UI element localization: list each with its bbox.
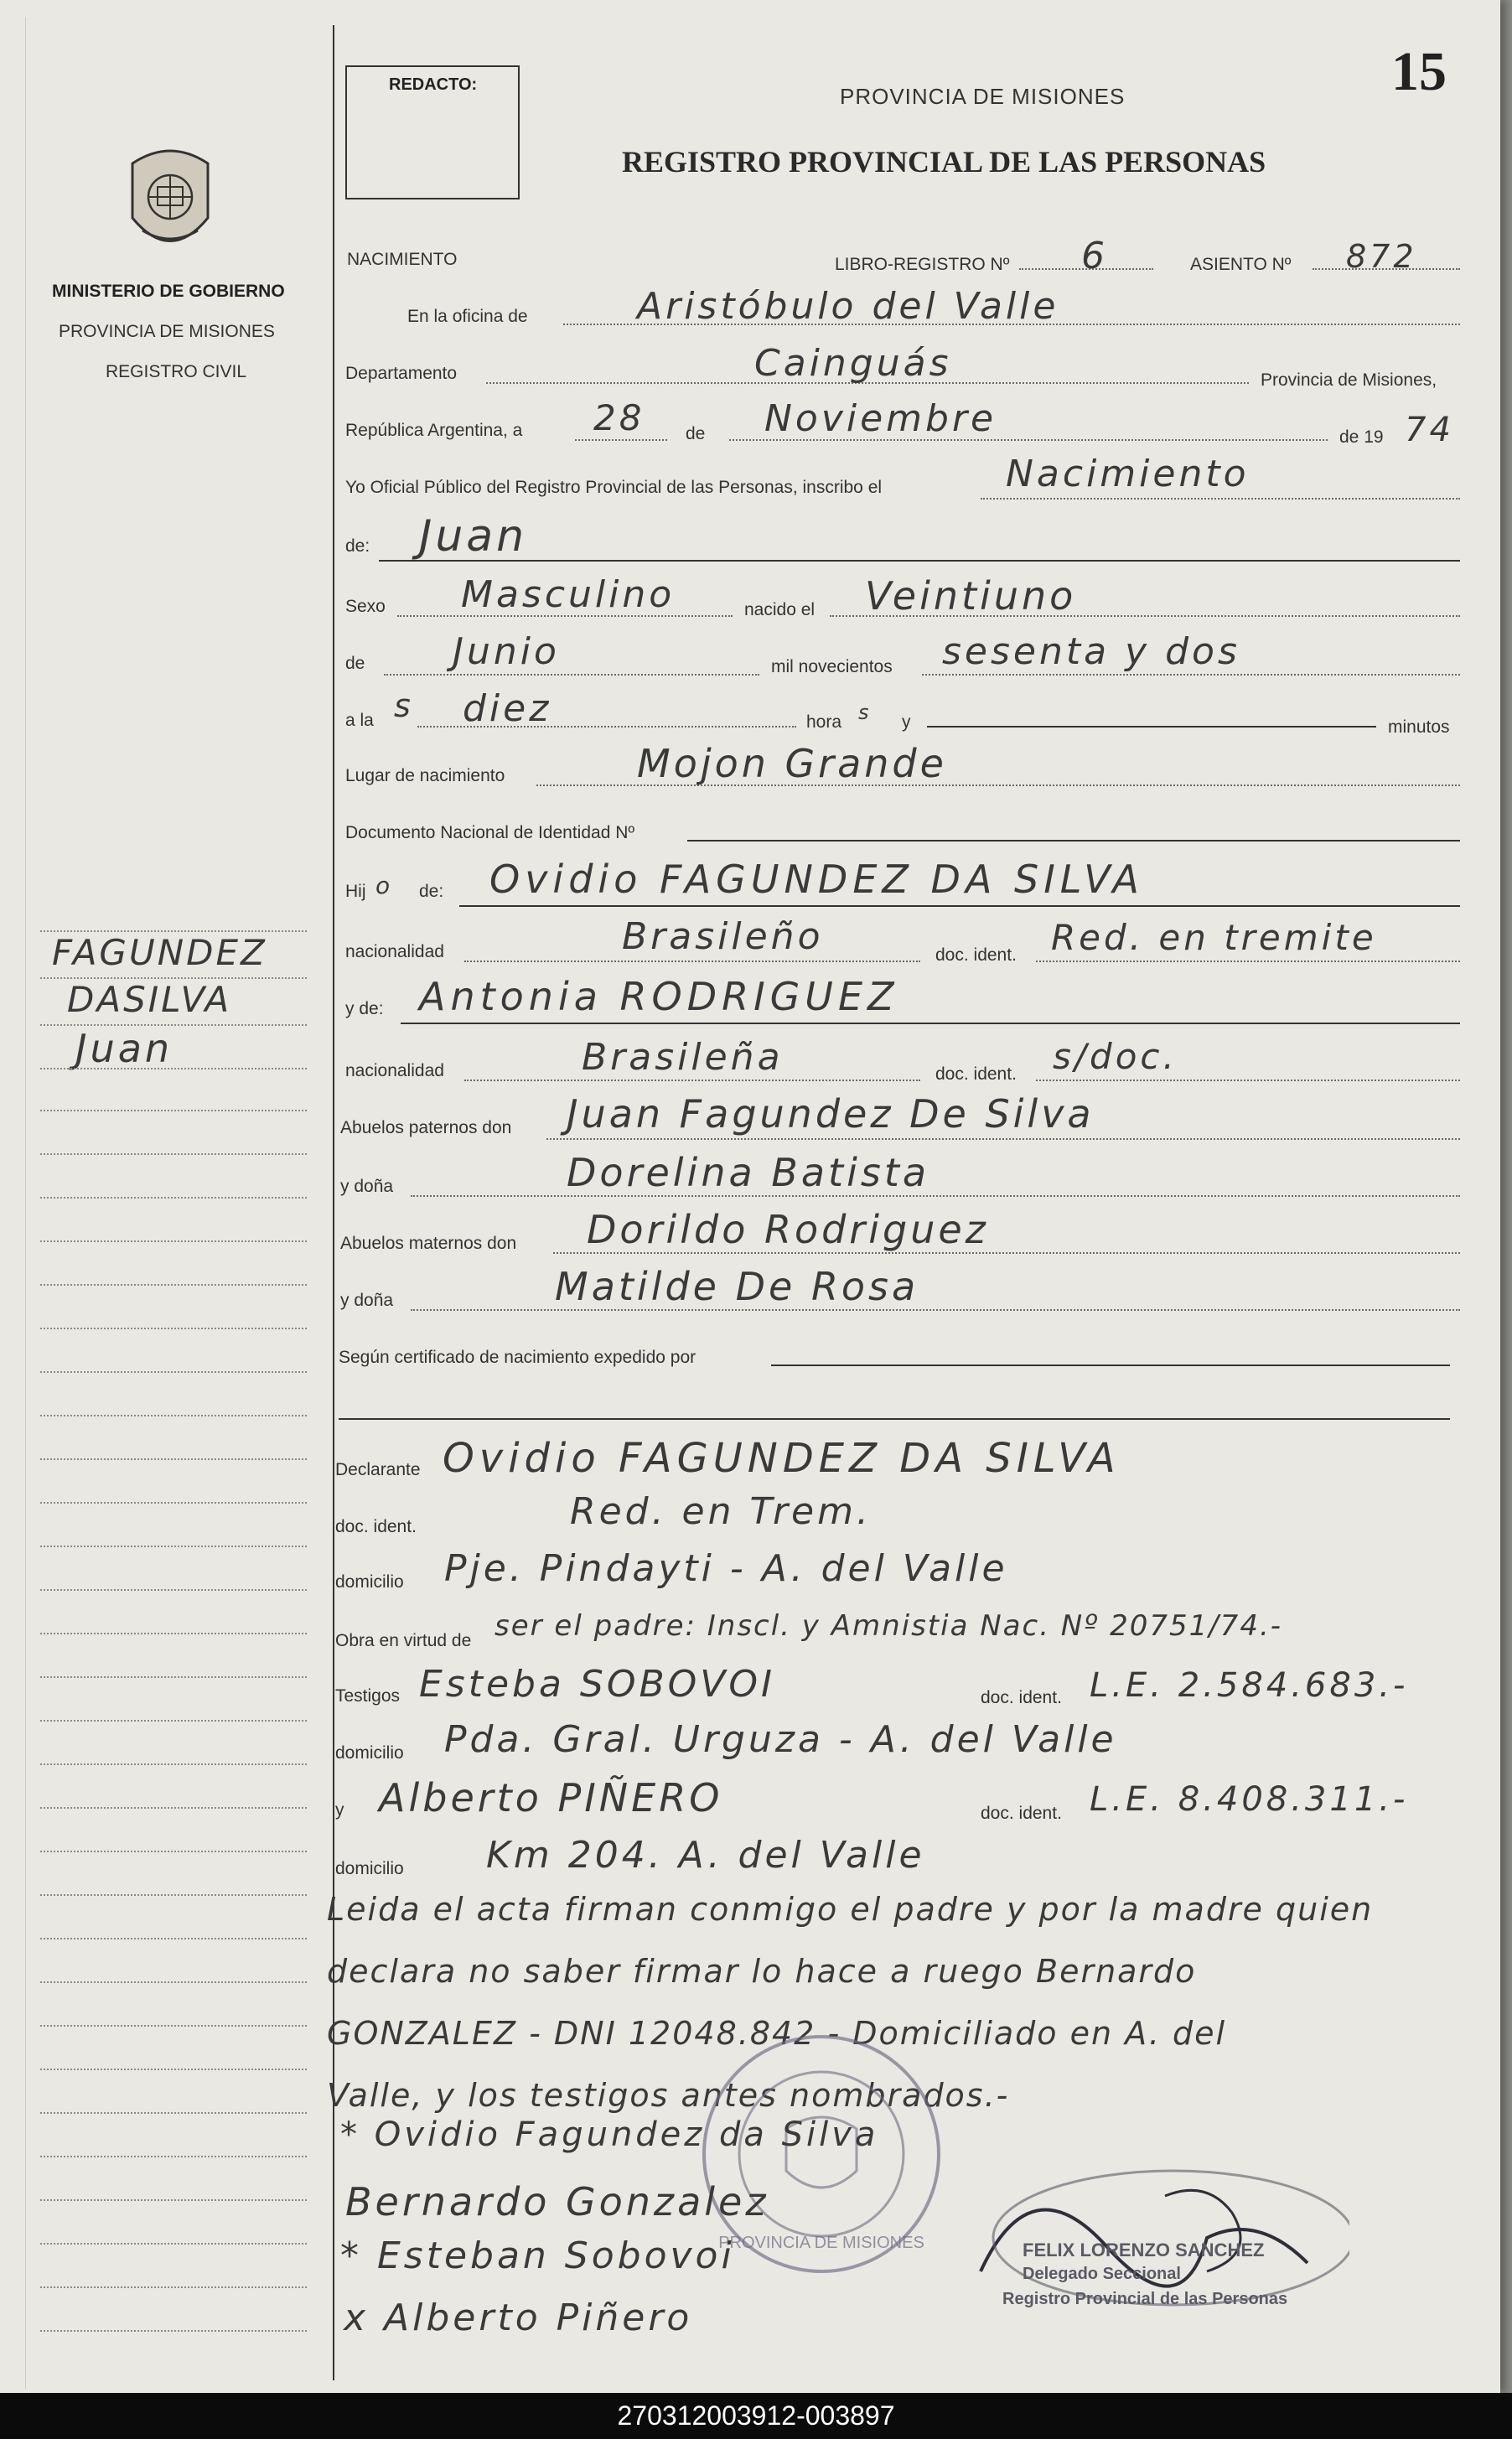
sexo-label: Sexo xyxy=(345,597,386,616)
de-label: de xyxy=(686,424,706,443)
margin-surname-1: FAGUNDEZ xyxy=(52,932,267,973)
abuelo-mat-line xyxy=(553,1252,1460,1254)
doc-t2-label: doc. ident. xyxy=(981,1804,1062,1823)
abuela-mat-value: Matilde De Rosa xyxy=(555,1264,919,1309)
dom-t1-value: Pda. Gral. Urguza - A. del Valle xyxy=(444,1718,1117,1761)
signature-3: * Esteban Sobovoi xyxy=(340,2234,735,2277)
mes-value: Noviembre xyxy=(764,397,997,440)
doc-padre-line xyxy=(1036,961,1460,962)
testigo2-value: Alberto PIÑERO xyxy=(379,1775,723,1820)
domicilio-decl-label: domicilio xyxy=(335,1572,404,1592)
dia-value: 28 xyxy=(593,397,645,438)
dom-t2-label: domicilio xyxy=(335,1859,404,1878)
sexo-value: Masculino xyxy=(461,573,676,616)
documento-label: Documento Nacional de Identidad Nº xyxy=(345,823,635,842)
margin-rule-line xyxy=(40,1024,307,1026)
doc-madre-line xyxy=(1036,1080,1460,1081)
minutos-label: minutos xyxy=(1388,717,1450,737)
ministry-title: MINISTERIO DE GOBIERNO xyxy=(52,282,285,301)
doc-madre-value: s/doc. xyxy=(1053,1036,1178,1077)
stamp-office: Registro Provincial de las Personas xyxy=(1002,2290,1288,2308)
doc-padre-value: Red. en tremite xyxy=(1051,917,1377,958)
departamento-value: Cainguás xyxy=(754,342,952,385)
declarante-value: Ovidio FAGUNDEZ DA SILVA xyxy=(443,1435,1121,1482)
domicilio-decl-value: Pje. Pindayti - A. del Valle xyxy=(444,1547,1008,1590)
padre-line xyxy=(459,905,1460,907)
margin-rule-line xyxy=(40,1851,307,1852)
signature-1: * Ovidio Fagundez da Silva xyxy=(340,2115,879,2154)
asiento-label: ASIENTO Nº xyxy=(1190,255,1292,274)
oficial-line xyxy=(981,498,1460,500)
closing-line-3: GONZALEZ - DNI 12048.842 - Domiciliado en A. del xyxy=(327,2015,1227,2052)
ydona-mat-label: y doña xyxy=(340,1291,394,1310)
declarante-label: Declarante xyxy=(335,1460,421,1479)
registry-subtitle: REGISTRO CIVIL xyxy=(106,362,247,381)
page-number: 15 xyxy=(1391,41,1447,102)
ala-label: a la xyxy=(345,711,374,730)
mil-label: mil novecientos xyxy=(771,657,893,676)
oficial-value: Nacimiento xyxy=(1006,453,1250,495)
abuelos-pat-label: Abuelos paternos don xyxy=(340,1118,512,1137)
doc-t1-value: L.E. 2.584.683.- xyxy=(1090,1666,1409,1705)
de2-label: de: xyxy=(345,536,370,556)
margin-rule-line xyxy=(40,1415,307,1416)
abuelo-mat-value: Dorildo Rodriguez xyxy=(587,1207,989,1252)
minutos-line xyxy=(927,726,1376,728)
nac-padre-line xyxy=(464,961,920,962)
madre-value: Antonia RODRIGUEZ xyxy=(419,974,899,1019)
oficina-value: Aristóbulo del Valle xyxy=(637,285,1059,328)
margin-rule-line xyxy=(40,1676,307,1678)
doc-t2-value: L.E. 8.408.311.- xyxy=(1090,1780,1409,1819)
ala-s: s xyxy=(394,687,414,724)
ydona-pat-label: y doña xyxy=(340,1177,394,1196)
abuelos-mat-label: Abuelos maternos don xyxy=(340,1234,517,1253)
asiento-value: 872 xyxy=(1346,238,1417,275)
header-registry: REGISTRO PROVINCIAL DE LAS PERSONAS xyxy=(622,145,1266,179)
republica-label: República Argentina, a xyxy=(345,421,523,440)
provincia-suffix: Provincia de Misiones, xyxy=(1261,370,1437,390)
mil-value: sesenta y dos xyxy=(942,630,1240,673)
stamp-title: Delegado Seccional xyxy=(1023,2265,1181,2283)
closing-line-1: Leida el acta firman conmigo el padre y por la madre quien xyxy=(327,1891,1374,1928)
nacionalidad-madre-label: nacionalidad xyxy=(345,1061,444,1080)
doc-decl-label: doc. ident. xyxy=(335,1517,417,1536)
padre-value: Ovidio FAGUNDEZ DA SILVA xyxy=(489,857,1144,902)
de3-label: de xyxy=(345,654,365,673)
margin-rule-line xyxy=(40,2156,307,2157)
abuela-pat-line xyxy=(411,1195,1460,1197)
nombre-line xyxy=(379,560,1460,562)
redacto-box xyxy=(345,65,520,199)
doc-t1-label: doc. ident. xyxy=(981,1688,1062,1707)
segun-line xyxy=(771,1364,1450,1366)
dia-line xyxy=(575,439,667,441)
margin-rule-line xyxy=(40,1546,307,1547)
hijo-de-label: de: xyxy=(419,882,444,901)
footer-code: 270312003912-003897 xyxy=(0,2393,1512,2439)
nacido-label: nacido el xyxy=(744,600,816,619)
signature-2: Bernardo Gonzalez xyxy=(345,2179,769,2224)
departamento-label: Departamento xyxy=(345,364,458,383)
documento-line xyxy=(687,840,1460,841)
nacionalidad-padre-label: nacionalidad xyxy=(345,942,444,961)
redacto-label: REDACTO: xyxy=(389,75,478,94)
nacimiento-label: NACIMIENTO xyxy=(347,250,458,269)
lugar-value: Mojon Grande xyxy=(637,741,947,786)
abuela-mat-line xyxy=(411,1309,1460,1311)
oficial-label: Yo Oficial Público del Registro Provincial de las Personas, inscribo el xyxy=(345,478,883,497)
margin-rule-line xyxy=(40,2286,307,2288)
mes-nac-line xyxy=(384,674,759,676)
doc-madre-label: doc. ident. xyxy=(935,1064,1017,1084)
margin-rule-line xyxy=(40,1981,307,1983)
seal-text: PROVINCIA DE MISIONES xyxy=(718,2234,924,2252)
doc-padre-label: doc. ident. xyxy=(935,945,1017,965)
closing-line-2: declara no saber firmar lo hace a ruego Bernardo xyxy=(327,1953,1197,1990)
margin-rule-line xyxy=(40,930,307,932)
margin-rule-line xyxy=(40,1197,307,1199)
margin-rule-line xyxy=(40,1240,307,1242)
margin-rule-line xyxy=(40,1110,307,1111)
margin-rule-line xyxy=(40,2112,307,2114)
margin-rule-line xyxy=(40,1807,307,1809)
y-label: y xyxy=(902,712,911,732)
margin-rule-line xyxy=(40,1371,307,1373)
yde-label: y de: xyxy=(345,999,384,1018)
obra-label: Obra en virtud de xyxy=(335,1631,472,1650)
margin-rule-line xyxy=(40,2199,307,2201)
margin-rule-line xyxy=(40,1458,307,1460)
margin-given-name: Juan xyxy=(75,1026,173,1071)
testigo1-value: Esteba SOBOVOI xyxy=(419,1663,776,1706)
hijo-label: Hij xyxy=(345,882,366,901)
lugar-label: Lugar de nacimiento xyxy=(345,766,505,785)
official-signature-icon xyxy=(955,2146,1349,2313)
margin-rule-line xyxy=(40,1068,307,1069)
mes-nac-value: Junio xyxy=(453,630,560,673)
margin-rule-line xyxy=(40,2243,307,2245)
margin-rule-line xyxy=(40,1153,307,1155)
y2-label: y xyxy=(335,1800,344,1820)
anio-label: de 19 xyxy=(1339,427,1384,447)
oficina-label: En la oficina de xyxy=(407,307,528,326)
ala-value: diez xyxy=(463,687,552,730)
doc-decl-value: Red. en Trem. xyxy=(570,1490,872,1533)
segun-label: Según certificado de nacimiento expedido por xyxy=(339,1348,696,1367)
margin-rule-line xyxy=(40,1328,307,1329)
testigos-label: Testigos xyxy=(335,1686,401,1706)
margin-rule-line xyxy=(40,1284,307,1286)
nac-madre-value: Brasileña xyxy=(582,1036,784,1079)
signature-4: x Alberto Piñero xyxy=(344,2297,693,2339)
margin-rule-line xyxy=(40,977,307,979)
anio-value: 74 xyxy=(1405,411,1454,449)
madre-line xyxy=(401,1023,1460,1024)
margin-rule-line xyxy=(40,1763,307,1765)
abuelo-pat-line xyxy=(546,1138,1460,1140)
margin-rule-line xyxy=(40,1589,307,1591)
dom-t2-value: Km 204. A. del Valle xyxy=(486,1834,925,1877)
nacido-value: Veintiuno xyxy=(865,573,1077,619)
nombre-value: Juan xyxy=(419,511,528,562)
libro-label: LIBRO-REGISTRO Nº xyxy=(835,255,1010,274)
hijo-suffix: o xyxy=(375,872,394,899)
margin-rule-line xyxy=(40,1502,307,1504)
segun-line-2 xyxy=(339,1418,1450,1420)
margin-rule-line xyxy=(40,1938,307,1939)
dom-t1-label: domicilio xyxy=(335,1743,404,1763)
abuelo-pat-value: Juan Fagundez De Silva xyxy=(567,1091,1095,1137)
margin-rule-line xyxy=(40,2330,307,2332)
margin-rule-line xyxy=(40,2025,307,2027)
coat-of-arms-icon xyxy=(124,138,216,264)
header-province: PROVINCIA DE MISIONES xyxy=(840,84,1126,109)
nac-madre-line xyxy=(464,1080,920,1081)
obra-value: ser el padre: Inscl. y Amnistia Nac. Nº 20751/74.- xyxy=(495,1609,1283,1643)
stamp-name: FELIX LORENZO SANCHEZ xyxy=(1023,2240,1265,2260)
nac-padre-value: Brasileño xyxy=(622,915,824,958)
abuela-pat-value: Dorelina Batista xyxy=(567,1150,930,1195)
margin-rule-line xyxy=(40,2069,307,2070)
margin-rule-line xyxy=(40,1894,307,1896)
margin-surname-2: DASILVA xyxy=(67,979,232,1020)
hora-label: hora xyxy=(806,712,842,732)
closing-line-4: Valle, y los testigos antes nombrados.- xyxy=(327,2077,1010,2114)
margin-rule-line xyxy=(40,1633,307,1634)
province-subtitle: PROVINCIA DE MISIONES xyxy=(59,322,275,341)
hora-s: s xyxy=(858,701,873,724)
libro-value: 6 xyxy=(1081,235,1108,277)
mil-line xyxy=(922,674,1460,676)
margin-rule-line xyxy=(40,1720,307,1722)
